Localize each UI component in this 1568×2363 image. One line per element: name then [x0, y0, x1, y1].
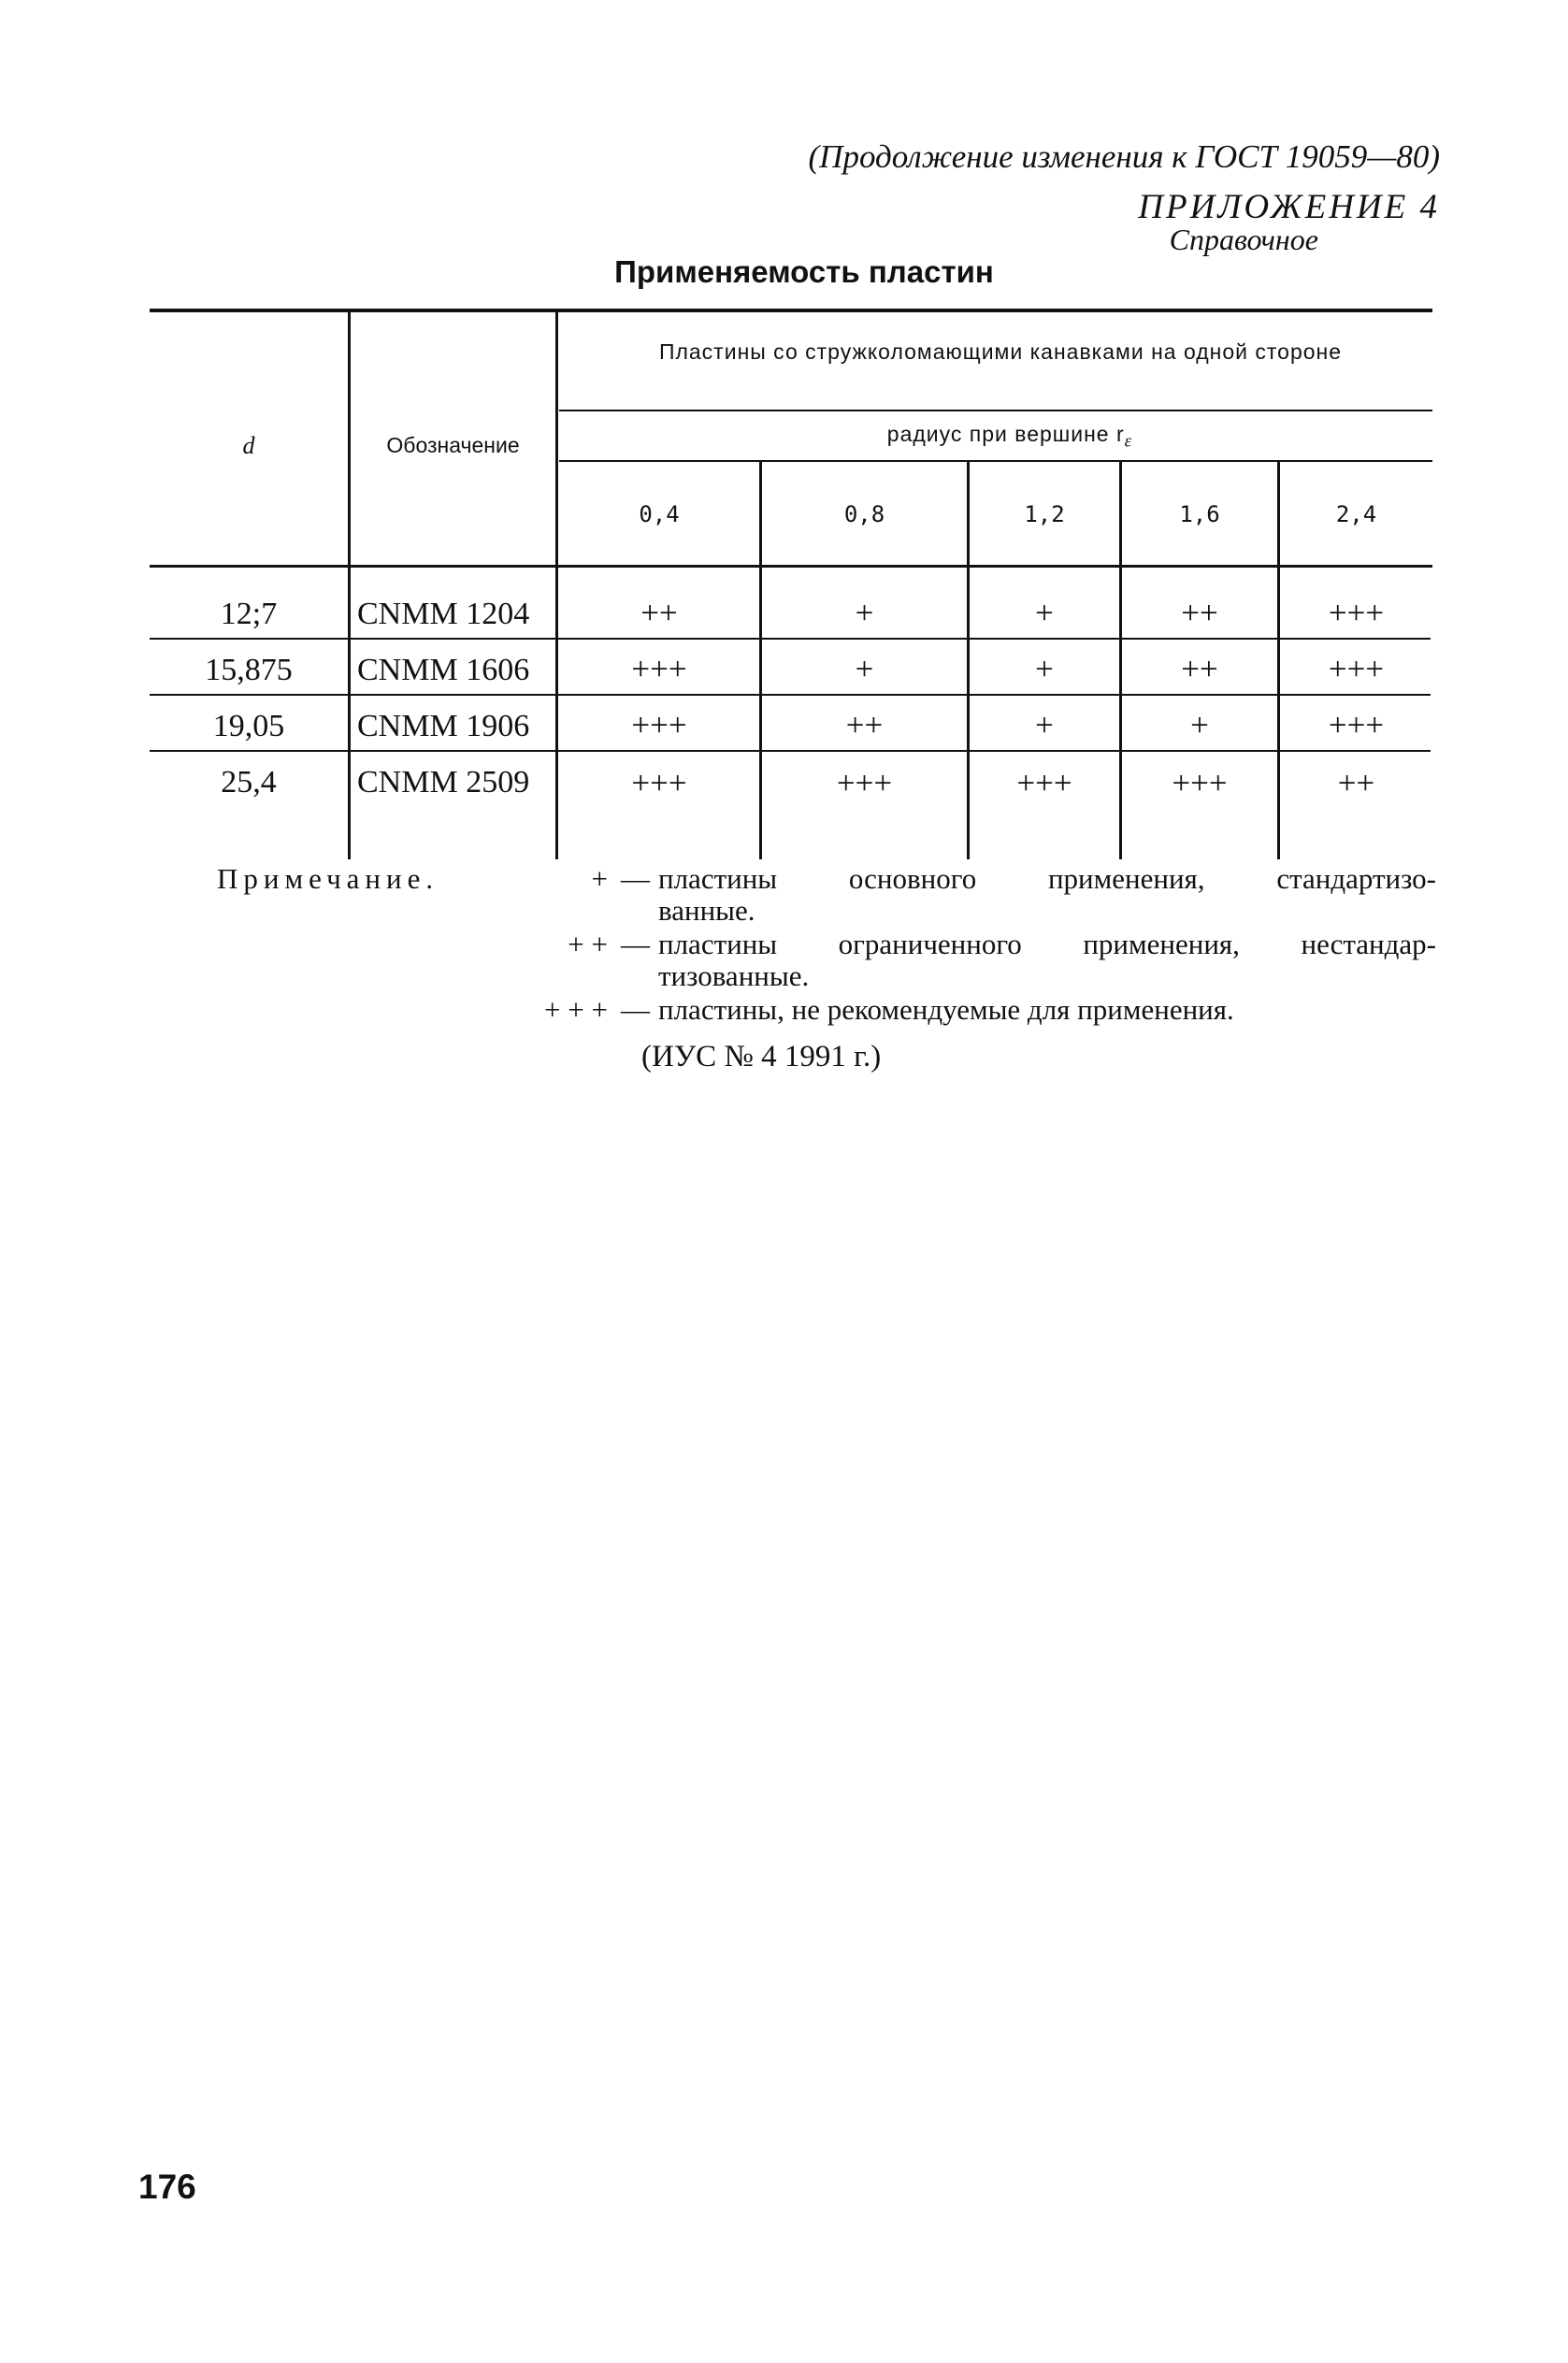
continuation-header: (Продолжение изменения к ГОСТ 19059—80)	[808, 138, 1440, 175]
col-header-designation: Обозначение	[386, 433, 520, 457]
notes-label: Примечание.	[217, 862, 439, 895]
cell-0-8: ++	[845, 707, 884, 743]
radius-0-4: 0,4	[639, 501, 680, 527]
cell-designation: CNMM 2509	[357, 765, 530, 800]
table-header-rule	[150, 565, 1432, 568]
cell-0-8: +++	[836, 765, 893, 801]
row-rule-2	[150, 694, 1431, 696]
cell-2-4: ++	[1337, 765, 1375, 801]
cell-d: 25,4	[221, 765, 277, 800]
note-dash: —	[621, 993, 650, 1026]
table-title: Применяемость пластин	[614, 254, 994, 289]
cell-2-4: +++	[1328, 595, 1385, 631]
radius-header-rule	[559, 460, 1432, 462]
note-symbol: + + +	[544, 993, 608, 1026]
note-text-continued: тизованные.	[658, 959, 810, 992]
note-text: пластины ограниченного применения, нестандар-	[658, 928, 1436, 960]
col-header-d: d	[242, 432, 255, 459]
note-symbol: + +	[568, 928, 608, 960]
cell-d: 19,05	[212, 709, 285, 743]
note-text: пластины основного применения, стандартизо-	[658, 862, 1436, 895]
cell-1-2: +++	[1016, 765, 1072, 801]
cell-0-4: +++	[631, 707, 687, 743]
cell-1-2: +	[1035, 595, 1054, 631]
note-text: пластины, не рекомендуемые для применения.	[658, 993, 1234, 1026]
group-header: Пластины со стружколомающими канавками на одной стороне	[658, 339, 1343, 364]
cell-designation: CNMM 1906	[357, 709, 530, 743]
row-rule-1	[150, 638, 1431, 640]
cell-1-2: +	[1035, 651, 1054, 687]
cell-1-6: ++	[1181, 595, 1218, 631]
radius-header: радиус при вершине $r_\varepsilon$	[886, 422, 1133, 452]
cell-0-8: +	[855, 651, 874, 687]
cell-d: 12;7	[220, 597, 278, 631]
col-rule-designation	[555, 312, 558, 859]
note-symbol: +	[591, 862, 608, 895]
page-number: 176	[138, 2168, 196, 2206]
cell-1-6: ++	[1181, 651, 1218, 687]
cell-0-4: +++	[631, 651, 687, 687]
radius-0-8: 0,8	[843, 501, 885, 527]
row-rule-3	[150, 750, 1431, 752]
cell-1-2: +	[1035, 707, 1054, 743]
cell-1-6: +++	[1172, 765, 1228, 801]
group-header-rule	[559, 410, 1432, 411]
radius-1-6: 1,6	[1179, 501, 1220, 527]
cell-d: 15,875	[205, 653, 293, 687]
table-top-rule	[150, 309, 1432, 312]
source-reference: (ИУС № 4 1991 г.)	[641, 1040, 882, 1073]
note-text-continued: ванные.	[658, 894, 755, 927]
cell-0-4: ++	[640, 595, 678, 631]
cell-designation: CNMM 1606	[357, 653, 530, 687]
cell-1-6: +	[1190, 707, 1209, 743]
appendix-title: ПРИЛОЖЕНИЕ 4	[1138, 188, 1440, 226]
cell-2-4: +++	[1328, 651, 1385, 687]
cell-0-8: +	[855, 595, 874, 631]
cell-0-4: +++	[631, 765, 687, 801]
cell-2-4: +++	[1328, 707, 1385, 743]
cell-designation: CNMM 1204	[357, 597, 530, 631]
note-dash: —	[621, 928, 650, 960]
appendix-reference: Справочное	[1169, 223, 1318, 256]
radius-1-2: 1,2	[1024, 501, 1065, 527]
radius-2-4: 2,4	[1335, 501, 1377, 527]
col-rule-d	[348, 312, 351, 859]
note-dash: —	[621, 862, 650, 895]
